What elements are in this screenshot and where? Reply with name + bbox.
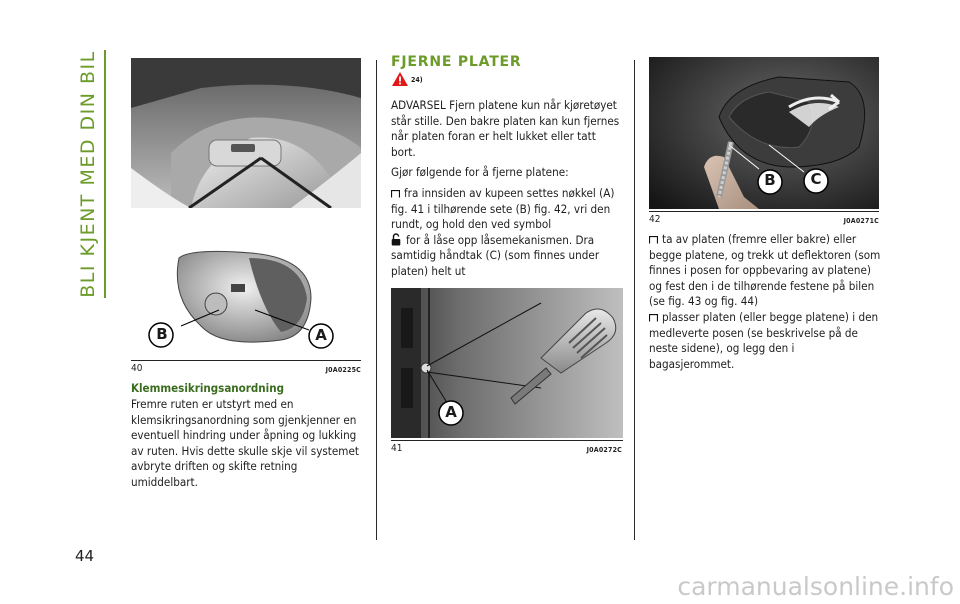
figure-code: J0A0225C xyxy=(325,366,361,374)
callout-c: C xyxy=(810,170,822,188)
callout-a: A xyxy=(315,326,327,344)
section-title: FJERNE PLATER xyxy=(391,54,522,70)
side-rule xyxy=(104,50,106,298)
watermark: carmanualsonline.info xyxy=(677,572,954,601)
body-paragraph: Fremre ruten er utstyrt med en klemsikringsanordning som gjenkjenner en eventuell hindring under åpning og lukking av ruten. Hvis dette skulle skje vil systemet avbryte driften og skifte retning umiddelbart. xyxy=(131,397,359,489)
bullet-text: plasser platen (eller begge platene) i den medleverte posen (se beskrivelse på de neste sidene), og legg den i bagasjerommet. xyxy=(649,309,879,371)
bullet-item xyxy=(391,186,623,280)
warning-triangle-icon xyxy=(391,71,409,87)
callout-b: B xyxy=(156,325,168,343)
warning-text: ADVARSEL Fjern platene kun når kjøretøyet står stille. Den bakre platen kan kun fjernes når platen foran er helt lukket eller tatt bort. xyxy=(391,98,620,159)
page-number: 44 xyxy=(75,547,95,565)
section-text xyxy=(391,98,623,280)
caption-rule xyxy=(131,360,361,361)
column3-text xyxy=(649,232,881,372)
bullet-text: fra innsiden av kupeen settes nøkkel (A) fig. 41 i tilhørende sete (B) fig. 42, vri den rundt, og hold den ved symbol xyxy=(391,185,615,232)
bullet-icon xyxy=(649,314,658,322)
figure-42-image xyxy=(649,57,879,209)
intro-text: Gjør følgende for å fjerne platene: xyxy=(391,165,569,180)
column-separator xyxy=(376,60,377,540)
callout-b: B xyxy=(764,171,776,189)
warning-ref: 24) xyxy=(411,76,423,84)
warning-marker xyxy=(391,71,431,89)
caption-rule xyxy=(649,211,879,212)
figure-code: J0A0272C xyxy=(586,446,622,454)
bullet-item xyxy=(649,232,881,310)
subheading: Klemmesikringsanordning xyxy=(131,381,284,395)
bullet-icon xyxy=(391,190,400,198)
side-chapter-title: BLI KJENT MED DIN BIL xyxy=(77,50,99,298)
callout-a: A xyxy=(445,403,457,421)
figure-code: J0A0271C xyxy=(843,217,879,225)
caption-rule xyxy=(391,440,623,441)
bullet-item xyxy=(649,310,881,372)
bullet-icon xyxy=(649,236,658,244)
figure-40-image xyxy=(131,58,361,352)
bullet-text: ta av platen (fremre eller bakre) eller begge platene, og trekk ut deflektoren (som finnes i posen for oppbevaring av platene) og fest den i de tilhørende festene på bilen (se fig. 43 og fig. 44) xyxy=(649,232,881,309)
figure-number: 42 xyxy=(649,214,661,225)
figure-41-image xyxy=(391,288,623,438)
unlock-icon xyxy=(391,233,401,246)
figure-number: 41 xyxy=(391,443,403,454)
figure-number: 40 xyxy=(131,363,143,374)
column-separator xyxy=(634,60,635,540)
bullet-text-cont: for å låse opp låsemekanismen. Dra samtidig håndtak (C) (som finnes under platen) helt ut xyxy=(391,232,600,278)
